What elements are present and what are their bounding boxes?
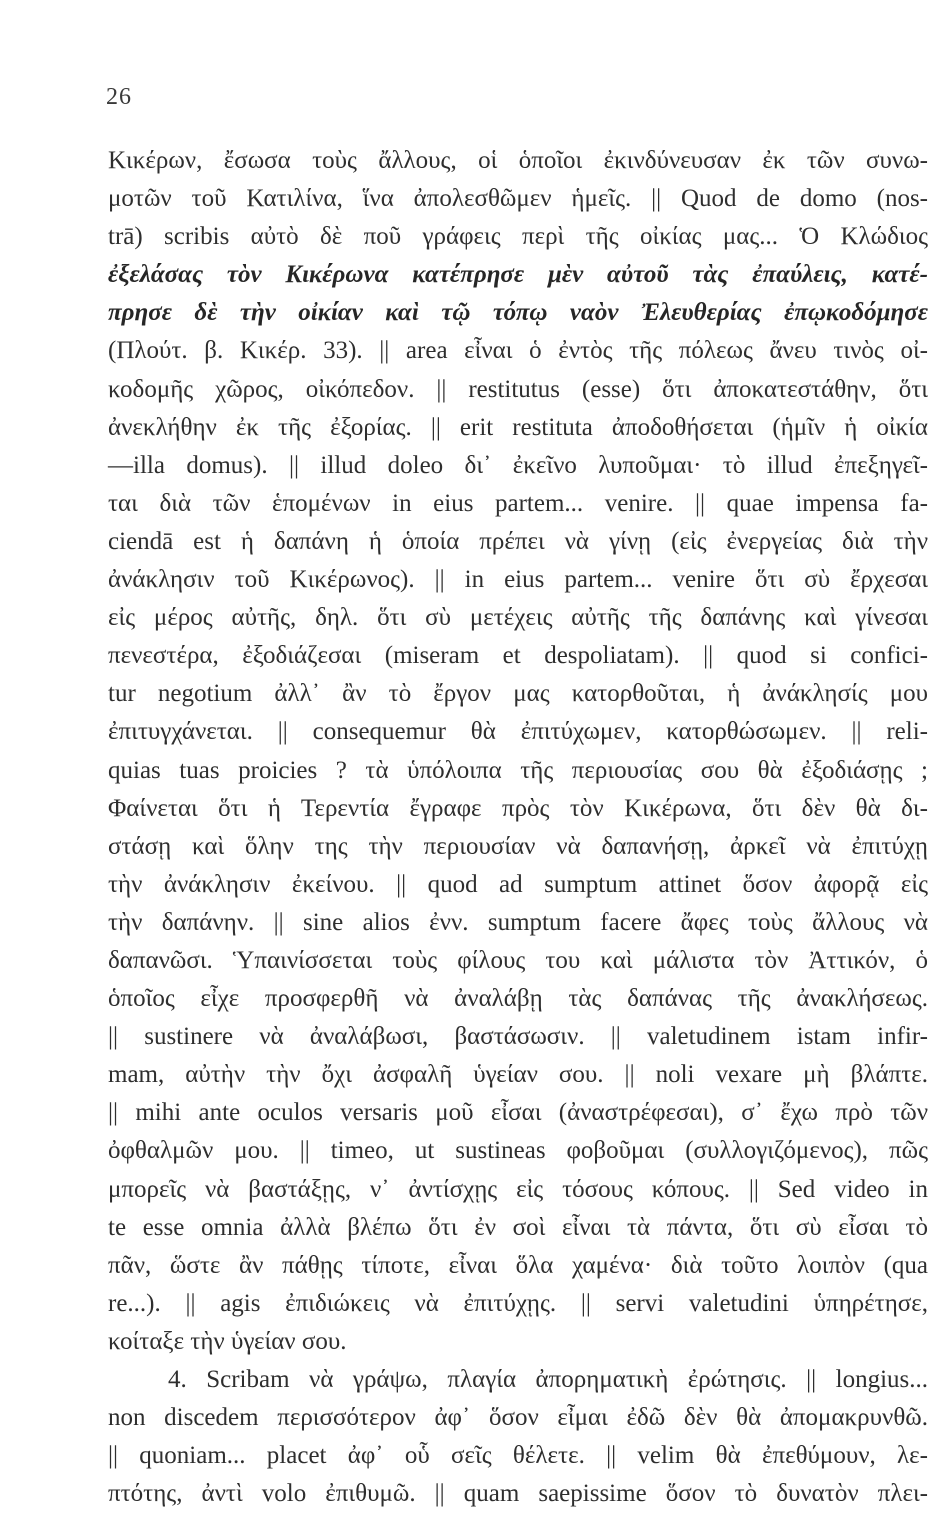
text-line: πενεστέρα, ἐξοδιάζεσαι (miseram et despoliatam). || quod si confici- — [108, 642, 928, 670]
body-text — [108, 142, 928, 1513]
text-line: Φαίνεται ὅτι ἡ Τερεντία ἔγραφε πρὸς τὸν Κικέρωνα, ὅτι δὲν θὰ δι- — [108, 794, 928, 822]
text-line: πτότης, ἀντὶ volo ἐπιθυμῶ. || quam saepissime ὅσον τὸ δυνατὸν πλει- — [108, 1480, 928, 1508]
text-line-emphasized: πρησε δὲ τὴν οἰκίαν καὶ τῷ τόπῳ ναὸν Ἐλευθερίας ἐπῳκοδόμησε — [108, 299, 928, 327]
text-line-emphasized: ἐξελάσας τὸν Κικέρωνα κατέπρησε μὲν αὐτοῦ τὰς ἐπαύλεις, κατέ- — [108, 261, 928, 289]
text-line: ἀνάκλησιν τοῦ Κικέρωνος). || in eius partem... venire ὅτι σὺ ἔρχεσαι — [108, 566, 928, 594]
text-line: trā) scribis αὐτὸ δὲ ποῦ γράφεις περὶ τῆς οἰκίας μας... Ὁ Κλώδιος — [108, 223, 928, 251]
text-line: ἀνεκλήθην ἐκ τῆς ἐξορίας. || erit restituta ἀποδοθήσεται (ἡμῖν ἡ οἰκία — [108, 413, 928, 441]
text-line: || mihi ante oculos versaris μοῦ εἶσαι (ἀναστρέφεσαι), σ᾽ ἔχω πρὸ τῶν — [108, 1099, 928, 1127]
text-line: ciendā est ἡ δαπάνη ἡ ὁποία πρέπει νὰ γίνῃ (εἰς ἐνεργείας διὰ τὴν — [108, 527, 928, 555]
text-line: κοίταξε τὴν ὑγείαν σου. — [108, 1327, 347, 1355]
text-line: εἰς μέρος αὐτῆς, δηλ. ὅτι σὺ μετέχεις αὐτῆς τῆς δαπάνης καὶ γίνεσαι — [108, 604, 928, 632]
text-line: 4. Scribam νὰ γράψω, πλαγία ἀπορηματικὴ ἐρώτησις. || longius... — [168, 1366, 928, 1393]
text-line: quias tuas proicies ? τὰ ὑπόλοιπα τῆς περιουσίας σου θὰ ἐξοδιάσῃς ; — [108, 756, 928, 784]
text-line: πᾶν, ὥστε ἂν πάθῃς τίποτε, εἶναι ὅλα χαμένα· διὰ τοῦτο λοιπὸν (qua — [108, 1251, 928, 1279]
text-line: te esse omnia ἀλλὰ βλέπω ὅτι ἐν σοὶ εἶναι τὰ πάντα, ὅτι σὺ εἶσαι τὸ — [108, 1213, 928, 1241]
text-line: κοδομῆς χῶρος, οἰκόπεδον. || restitutus (esse) ὅτι ἀποκατεστάθην, ὅτι — [108, 375, 928, 403]
text-line: τὴν δαπάνην. || sine alios ἐνν. sumptum facere ἄφες τοὺς ἄλλους νὰ — [108, 908, 928, 936]
text-line: μπορεῖς νὰ βαστάξῃς, ν᾽ ἀντίσχῃς εἰς τόσους κόπους. || Sed video in — [108, 1175, 928, 1203]
text-line: ἐπιτυγχάνεται. || consequemur θὰ ἐπιτύχωμεν, κατορθώσωμεν. || reli- — [108, 718, 928, 746]
text-line: non discedem περισσότερον ἀφ᾽ ὅσον εἶμαι ἐδῶ δὲν θὰ ἀπομακρυνθῶ. — [108, 1404, 928, 1432]
text-line: || sustinere νὰ ἀναλάβωσι, βαστάσωσιν. || valetudinem istam infir- — [108, 1023, 928, 1051]
text-line: re...). || agis ἐπιδιώκεις νὰ ἐπιτύχῃς. || servi valetudini ὑπηρέτησε, — [108, 1289, 928, 1317]
text-line: ὀφθαλμῶν μου. || timeo, ut sustineas φοβοῦμαι (συλλογιζόμενος), πῶς — [108, 1137, 928, 1165]
text-line: δαπανῶσι. Ὑπαινίσσεται τοὺς φίλους του καὶ μάλιστα τὸν Ἀττικόν, ὁ — [108, 946, 928, 974]
text-line: (Πλούτ. β. Κικέρ. 33). || area εἶναι ὁ ἐντὸς τῆς πόλεως ἄνευ τινὸς οἰ- — [108, 337, 928, 365]
text-line: ὁποῖος εἶχε προσφερθῆ νὰ ἀναλάβῃ τὰς δαπάνας τῆς ἀνακλήσεως. — [108, 985, 928, 1013]
text-line: || quoniam... placet ἀφ᾽ οὗ σεῖς θέλετε. || velim θὰ ἐπεθύμουν, λε- — [108, 1442, 928, 1470]
text-line: στάσῃ καὶ ὅλην της τὴν περιουσίαν νὰ δαπανήσῃ, ἀρκεῖ νὰ ἐπιτύχῃ — [108, 832, 928, 860]
text-line: ται διὰ τῶν ἑπομένων in eius partem... venire. || quae impensa fa- — [108, 489, 928, 517]
text-line: Κικέρων, ἔσωσα τοὺς ἄλλους, οἱ ὁποῖοι ἐκινδύνευσαν ἐκ τῶν συνω- — [108, 147, 928, 174]
page-number: 26 — [106, 84, 132, 110]
text-line: μοτῶν τοῦ Κατιλίνα, ἵνα ἀπολεσθῶμεν ἡμεῖς. || Quod de domo (nos- — [108, 185, 928, 213]
text-line: τὴν ἀνάκλησιν ἐκείνου. || quod ad sumptum attinet ὅσον ἀφορᾷ εἰς — [108, 870, 928, 898]
text-line: mam, αὐτὴν τὴν ὄχι ἀσφαλῆ ὑγείαν σου. || noli vexare μὴ βλάπτε. — [108, 1061, 928, 1089]
text-line: —illa domus). || illud doleo δι᾽ ἐκεῖνο λυποῦμαι· τὸ illud ἐπεξηγεῖ- — [108, 451, 928, 479]
text-line: tur negotium ἀλλ᾽ ἂν τὸ ἔργον μας κατορθοῦται, ἡ ἀνάκλησίς μου — [108, 680, 928, 708]
